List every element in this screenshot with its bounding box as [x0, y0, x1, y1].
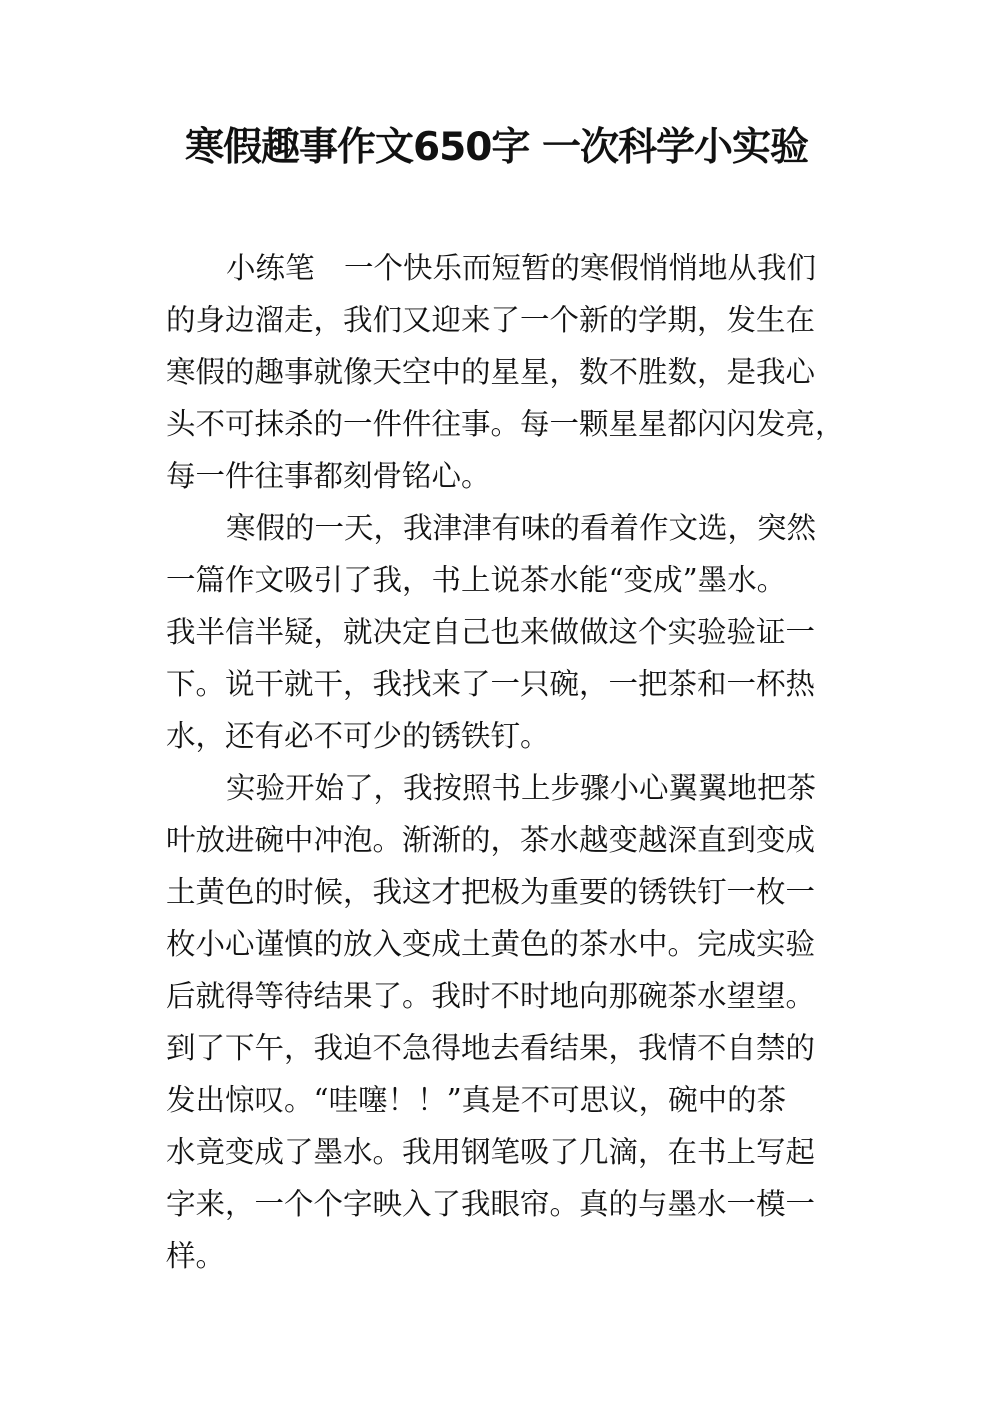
paragraph-line: 水，还有必不可少的锈铁钉。 [166, 719, 550, 753]
paragraph-line: 枚小心谨慎的放入变成土黄色的茶水中。完成实验 [166, 927, 816, 961]
paragraph-line: 后就得等待结果了。我时不时地向那碗茶水望望。 [166, 979, 816, 1013]
paragraph-line: 寒假的一天，我津津有味的看着作文选，突然 [226, 511, 817, 545]
document-title: 寒假趣事作文650字 一次科学小实验 [185, 125, 808, 170]
paragraph-line: 发出惊叹。“哇噻！！”真是不可思议，碗中的茶 [166, 1083, 787, 1117]
paragraph [166, 762, 846, 1282]
paragraph-line: 叶放进碗中冲泡。渐渐的，茶水越变越深直到变成 [166, 823, 816, 857]
document-body [166, 242, 846, 1282]
paragraph-line: 的身边溜走，我们又迎来了一个新的学期，发生在 [166, 303, 816, 337]
paragraph [166, 502, 846, 762]
paragraph-line: 我半信半疑，就决定自己也来做做这个实验验证一 [166, 615, 816, 649]
paragraph-line: 实验开始了，我按照书上步骤小心翼翼地把茶 [226, 771, 817, 805]
paragraph-line: 头不可抹杀的一件件往事。每一颗星星都闪闪发亮， [166, 407, 845, 441]
paragraph-line: 水竟变成了墨水。我用钢笔吸了几滴，在书上写起 [166, 1135, 816, 1169]
paragraph-line: 样。 [166, 1239, 226, 1273]
paragraph-line: 土黄色的时候，我这才把极为重要的锈铁钉一枚一 [166, 875, 816, 909]
paragraph-line: 每一件往事都刻骨铭心。 [166, 459, 491, 493]
paragraph-line: 寒假的趣事就像天空中的星星，数不胜数，是我心 [166, 355, 816, 389]
paragraph-line: 到了下午，我迫不急得地去看结果，我情不自禁的 [166, 1031, 816, 1065]
paragraph-line: 下。说干就干，我找来了一只碗，一把茶和一杯热 [166, 667, 816, 701]
paragraph-line: 字来，一个个字映入了我眼帘。真的与墨水一模一 [166, 1187, 816, 1221]
paragraph-line: 一篇作文吸引了我，书上说茶水能“变成”墨水。 [166, 563, 787, 597]
paragraph [166, 242, 846, 502]
paragraph-line: 小练笔 一个快乐而短暂的寒假悄悄地从我们 [226, 251, 817, 285]
